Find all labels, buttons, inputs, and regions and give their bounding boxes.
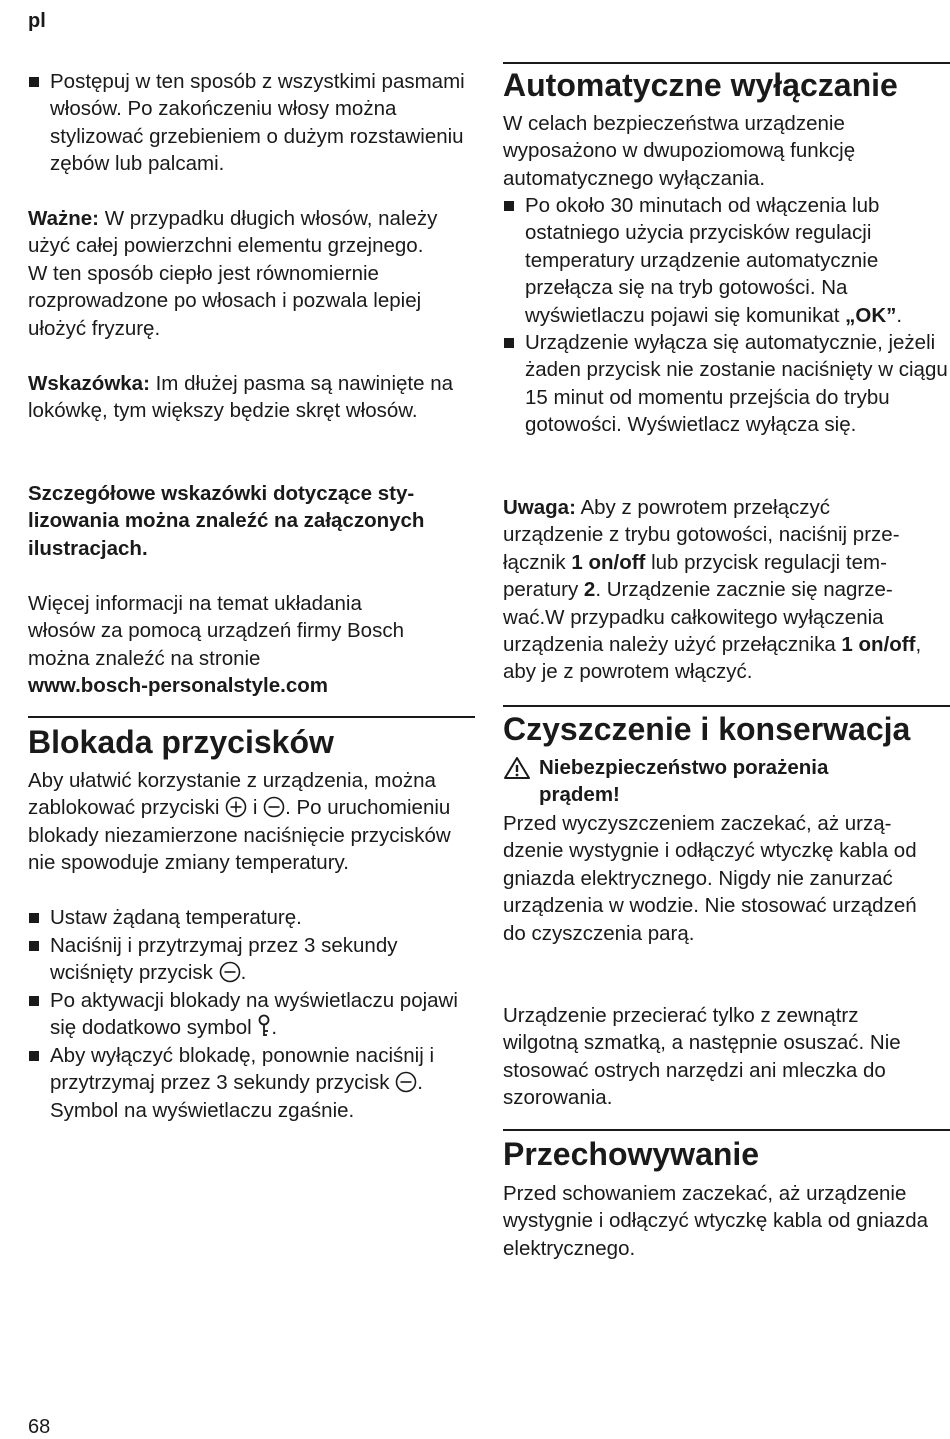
note-label: Uwaga: <box>503 496 576 519</box>
storage-paragraph: Przed schowaniem zaczekać, aż urządzenie wystygnie i odłączyć wtyczkę kabla od gniazda elektrycznego. <box>503 1182 929 1260</box>
bullet-square-icon <box>29 1051 39 1061</box>
minus-button-icon <box>263 796 285 818</box>
note-text: , aby je z powrotem włączyć. <box>503 633 922 684</box>
minus-button-icon <box>219 961 241 983</box>
plus-button-icon <box>225 796 247 818</box>
list-item-text-cont: . Symbol na wyświetlaczu zgaśnie. <box>50 1071 423 1122</box>
website-link: www.bosch-personalstyle.com <box>28 674 328 698</box>
bullet-square-icon <box>29 913 39 923</box>
list-item <box>28 1042 470 1124</box>
danger-warning <box>503 754 899 809</box>
cleaning-paragraph: Przed wyczyszczeniem zaczekać, aż urządzenie wystygnie i odłączyć wtyczkę kabla od gniazda elektrycznego. Nigdy nie zanurzać urządzenia w wodzie. Nie stosować urządzeń do czyszczenia parą. <box>503 812 917 945</box>
list-item-text: Po aktywacji blokady na wyświetlaczu pojawi się dodatkowo symbol <box>50 989 458 1040</box>
period: . <box>240 961 247 985</box>
list-item-text: Aby wyłączyć blokadę, ponownie naciśnij i przytrzymaj przez 3 sekundy przycisk <box>50 1044 435 1095</box>
bullet-square-icon <box>29 77 39 87</box>
bullet-square-icon <box>29 996 39 1006</box>
minus-button-icon <box>395 1071 417 1093</box>
note-text: lub przycisk regulacji temperatury <box>503 550 887 602</box>
note-paragraph <box>503 494 935 686</box>
hint-label: Wskazówka: <box>28 372 150 395</box>
switch-label: 1 on/off <box>841 633 916 657</box>
list-item-text: Postępuj w ten sposób z wszystkimi pasmami włosów. Po zakończeniu włosy można stylizować grzebieniem o dużym rozstawieniu zębów lub palcami. <box>50 70 465 176</box>
section-divider <box>503 705 950 707</box>
ok-message: „OK” <box>845 303 897 327</box>
lock-intro-text-cont: . Po uruchomieniu blokady niezamierzone naciśnięcie przycisków nie spowoduje zmiany temperatury. <box>28 796 451 875</box>
language-code: pl <box>28 10 46 32</box>
period: . <box>896 303 903 327</box>
warning-triangle-icon <box>503 756 531 780</box>
section-divider <box>503 1129 950 1131</box>
important-label: Ważne: <box>28 207 99 230</box>
storage-heading: Przechowywanie <box>503 1136 760 1172</box>
bullet-square-icon <box>504 338 514 348</box>
section-divider <box>28 716 475 718</box>
button-number: 2 <box>583 578 596 602</box>
list-item-text: Ustaw żądaną temperaturę. <box>50 906 302 929</box>
list-item <box>503 192 950 329</box>
cleaning-paragraph-2: Urządzenie przecierać tylko z zewnątrz wilgotną szmatką, a następnie osuszać. Nie stosować ostrych narzędzi ani mleczka do szorowania. <box>503 1004 901 1110</box>
note-text: . Urządzenie zacznie się nagrzewać.W przypadku całkowitego wyłączenia urządzenia należy użyć przełącznika <box>503 578 893 657</box>
auto-off-intro: W celach bezpieczeństwa urządzenie wyposażono w dwupoziomową funkcję automatycznego wyłączania. <box>503 112 856 190</box>
conjunction: i <box>252 796 258 820</box>
list-item <box>28 987 470 1042</box>
list-item-text: Naciśnij i przytrzymaj przez 3 sekundy wciśnięty przycisk <box>50 934 398 985</box>
danger-text: Niebezpieczeństwo porażenia prądem! <box>539 756 829 807</box>
bullet-square-icon <box>504 201 514 211</box>
key-icon <box>257 1014 271 1038</box>
list-item-text: Urządzenie wyłącza się automatycznie, jeżeli żaden przycisk nie zostanie naciśnięty w ciągu 15 minut od momentu przejścia do trybu gotowości. Wyświetlacz wyłącza się. <box>525 331 948 437</box>
note-text: Aby z powrotem przełączyć urządzenie z trybu gotowości, naciśnij przełącznik <box>503 496 900 574</box>
hint-paragraph <box>28 370 478 425</box>
important-paragraph <box>28 205 448 342</box>
hint-text: Im dłużej pasma są nawinięte na lokówkę, tym większy będzie skręt włosów. <box>28 372 454 423</box>
more-info-paragraph <box>28 590 428 700</box>
more-info-text: Więcej informacji na temat układania włosów za pomocą urządzeń firmy Bosch można znaleźć na stronie <box>28 592 404 670</box>
cleaning-heading: Czyszczenie i konserwacja <box>503 711 911 747</box>
list-item <box>28 932 470 987</box>
section-divider <box>503 62 950 64</box>
lock-heading: Blokada przycisków <box>28 724 334 760</box>
list-item <box>503 329 950 439</box>
list-item <box>28 904 470 931</box>
list-item-text: Po około 30 minutach od włączenia lub ostatniego użycia przycisków regulacji temperatury urządzenie automatycznie przełącza się na tryb gotowości. Na wyświetlaczu pojawi się komunikat <box>525 194 880 327</box>
switch-label: 1 on/off <box>571 550 646 574</box>
list-item <box>28 68 470 178</box>
important-text: W przypadku długich włosów, należy użyć całej powierzchni elementu grzejnego. W ten sposób ciepło jest równomiernie rozprowadzone po włosach i pozwala lepiej ułożyć fryzurę. <box>28 207 438 340</box>
page-number: 68 <box>28 1416 51 1438</box>
lock-intro <box>28 767 468 877</box>
auto-off-heading: Automatyczne wyłączanie <box>503 67 898 103</box>
bullet-square-icon <box>29 941 39 951</box>
period: . <box>271 1016 278 1040</box>
lock-intro-text: Aby ułatwić korzystanie z urządzenia, można zablokować przyciski <box>28 769 436 820</box>
details-paragraph: Szczegółowe wskazówki dotyczące stylizowania można znaleźć na załączonych ilustracjach. <box>28 482 425 560</box>
